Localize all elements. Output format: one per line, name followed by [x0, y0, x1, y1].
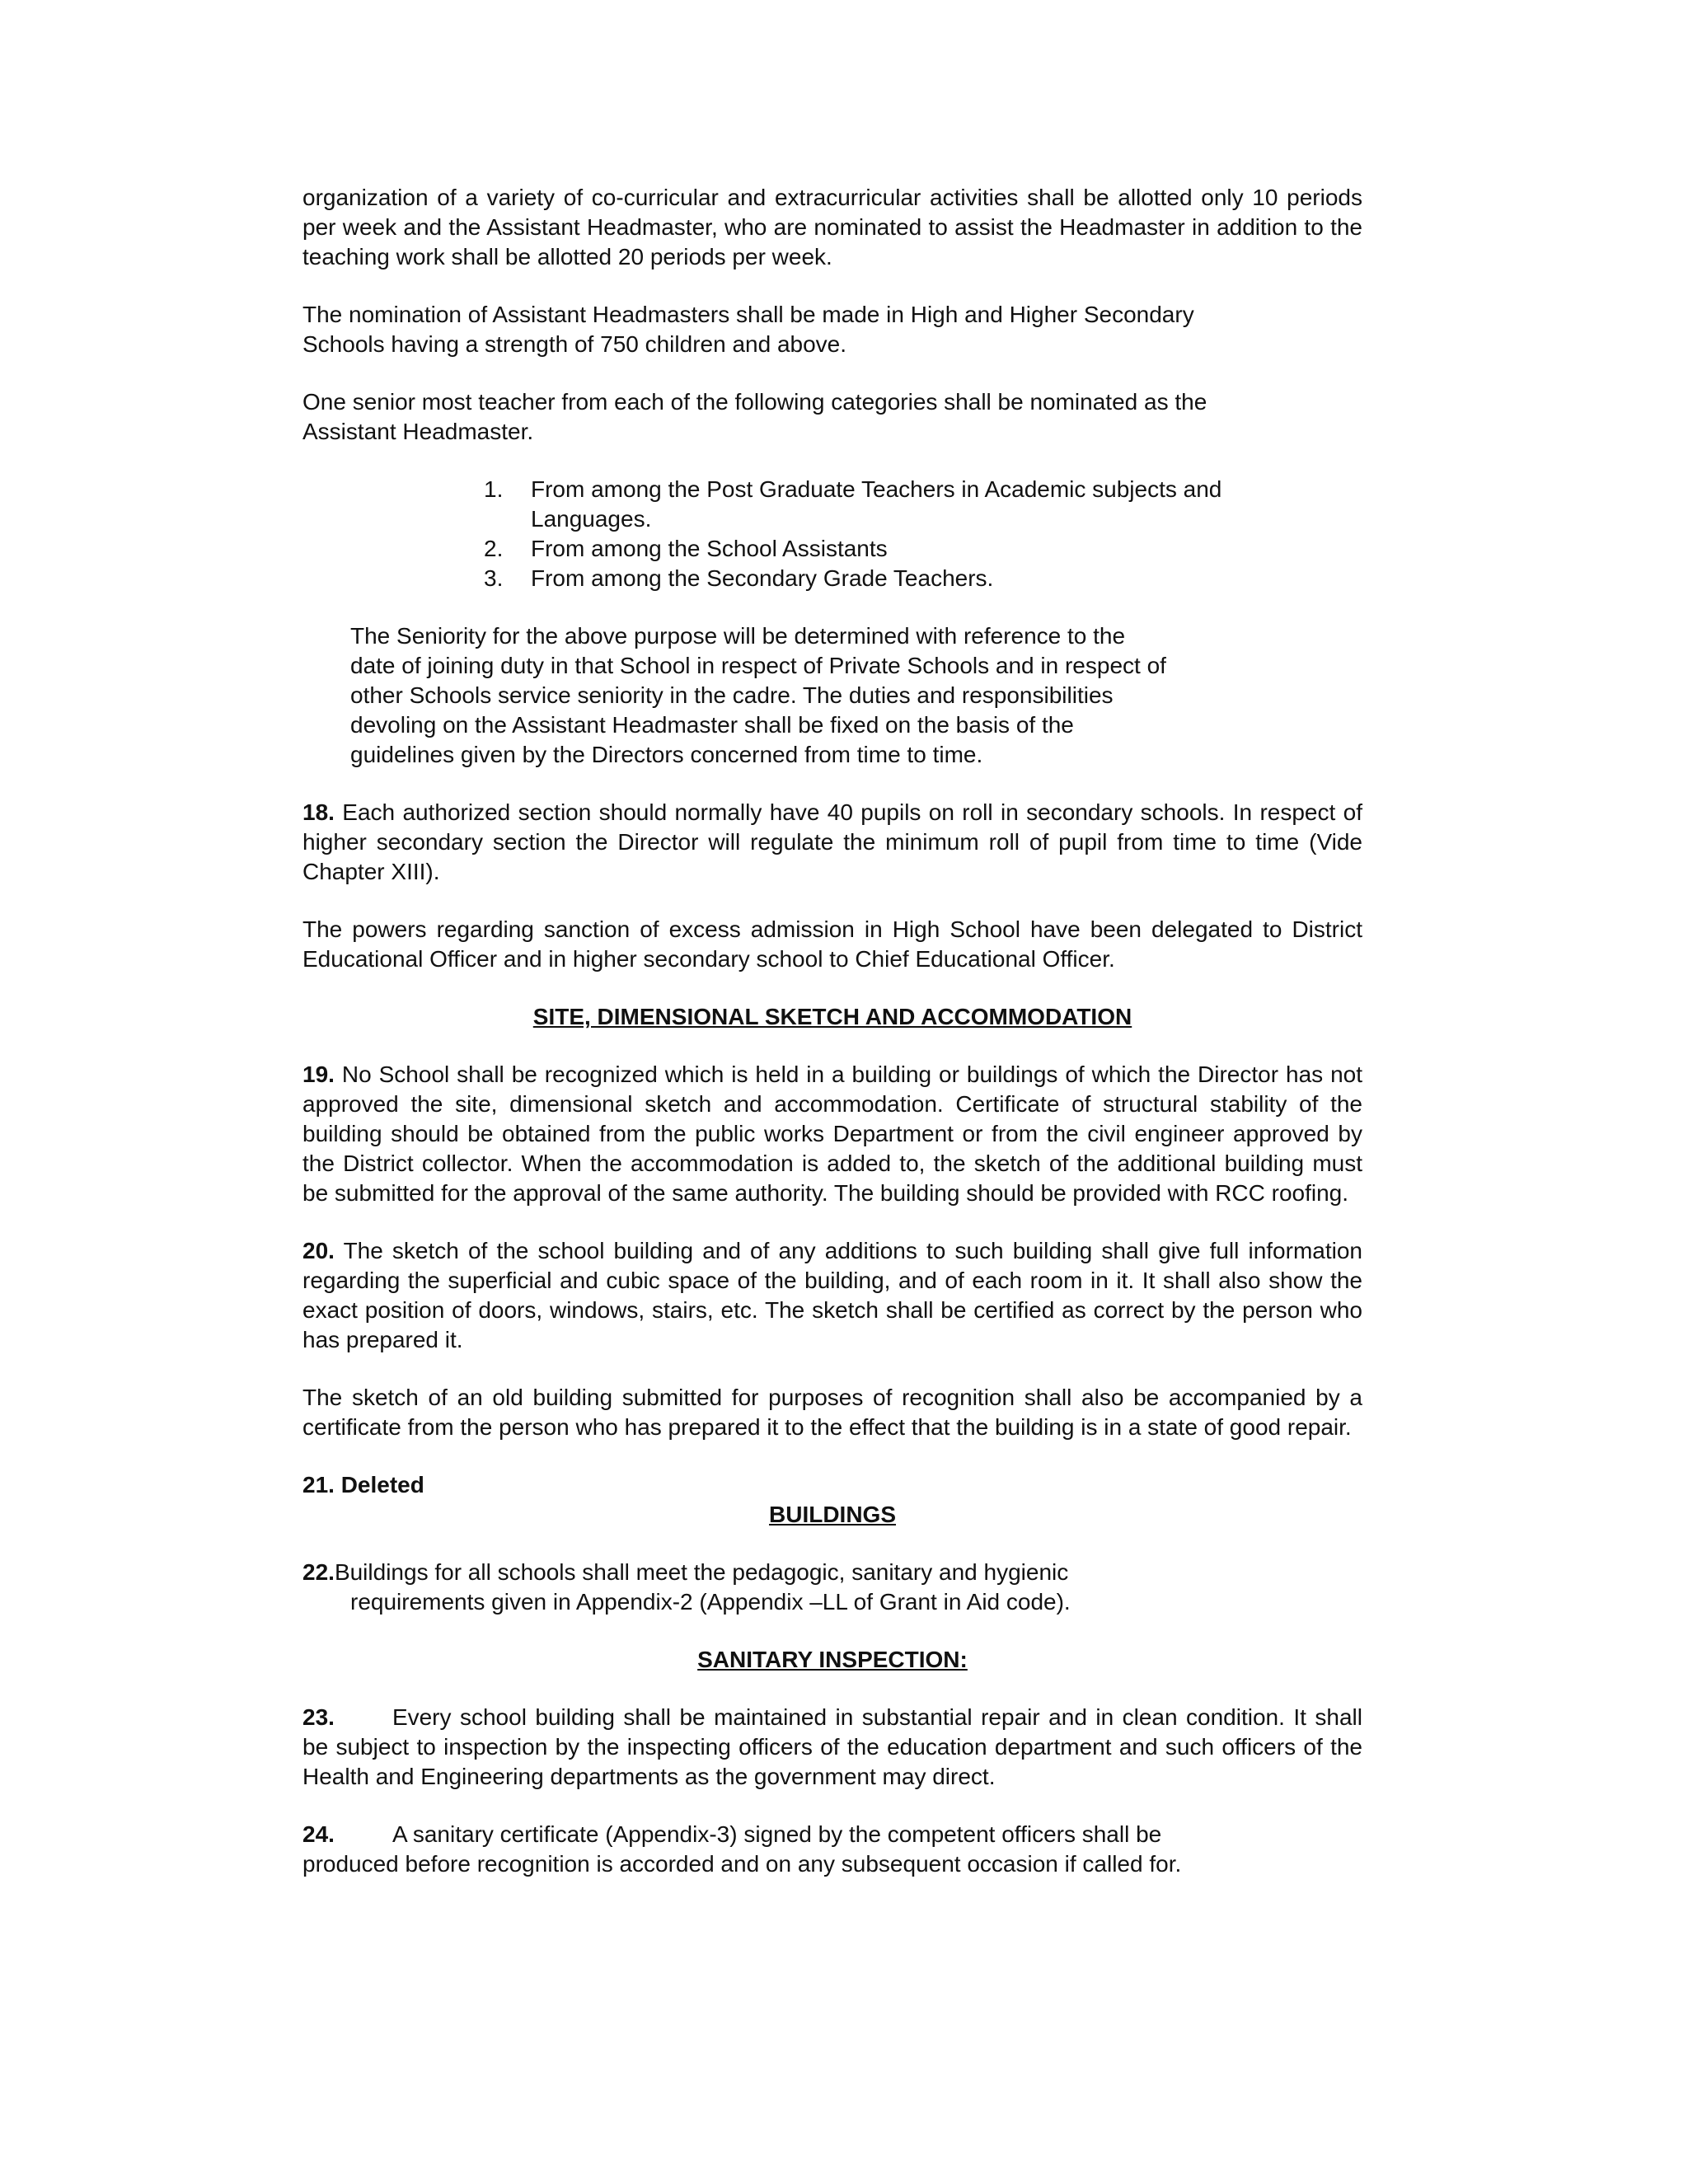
section-18: [302, 798, 1362, 887]
list-item: [484, 534, 1362, 564]
heading-site-sketch-accommodation: SITE, DIMENSIONAL SKETCH AND ACCOMMODATION: [532, 1004, 1132, 1029]
section-text: A sanitary certificate (Appendix-3) signed by the competent officers shall be produced before recognition is accorded and on any subsequent occasion if called for.: [302, 1821, 1182, 1877]
section-22: [302, 1558, 1362, 1617]
section-text: Every school building shall be maintained in substantial repair and in clean condition. It shall be subject to inspection by the inspecting officers of the education department and such officers of the Health and Engineering departments as the government may direct.: [302, 1704, 1362, 1789]
paragraph-nomination: The nomination of Assistant Headmasters shall be made in High and Higher Secondary Schools having a strength of 750 children and above.: [302, 302, 1194, 357]
section-24: [302, 1820, 1209, 1879]
section-number: 19.: [302, 1062, 335, 1087]
heading-buildings: BUILDINGS: [769, 1502, 896, 1527]
section-number: 24.: [302, 1821, 335, 1847]
section-text: Buildings for all schools shall meet the pedagogic, sanitary and hygienic: [334, 1559, 1069, 1585]
paragraph-powers: The powers regarding sanction of excess admission in High School have been delegated to District Educational Officer and in higher secondary school to Chief Educational Officer.: [302, 916, 1362, 972]
list-item-text: From among the School Assistants: [531, 536, 888, 561]
section-19: [302, 1060, 1362, 1208]
section-text: No School shall be recognized which is held in a building or buildings of which the Director has not approved the site, dimensional sketch and accommodation. Certificate of structural stability of the building should be obtained from the public works Department or from the civil engineer approved by the District collector. When the accommodation is added to, the sketch of the additional building must be submitted for the approval of the same authority. The building should be provided with RCC roofing.: [302, 1062, 1363, 1206]
list-item-number: 3.: [484, 565, 504, 591]
section-number: 22.: [302, 1559, 335, 1585]
heading-sanitary-inspection: SANITARY INSPECTION:: [697, 1647, 968, 1672]
list-item-number: 2.: [484, 536, 504, 561]
list-item-number: 1.: [484, 476, 504, 502]
section-number: 23.: [302, 1704, 335, 1730]
section-text: The sketch of the school building and of any additions to such building shall give full information regarding the superficial and cubic space of the building, and of each room in it. It shall also show the exact position of doors, windows, stairs, etc. The sketch shall be certified as correct by the person who has prepared it.: [302, 1238, 1362, 1352]
section-21-deleted: 21. Deleted: [302, 1472, 424, 1497]
section-20: [302, 1236, 1362, 1355]
list-item-text: From among the Secondary Grade Teachers.: [531, 565, 994, 591]
nomination-categories-list: [302, 475, 1362, 593]
list-item: [484, 475, 1362, 534]
section-number: 18.: [302, 799, 335, 825]
paragraph-old-building: The sketch of an old building submitted for purposes of recognition shall also be accompanied by a certificate from the person who has prepared it to the effect that the building is in a state of good repair.: [302, 1385, 1362, 1440]
paragraph-intro: organization of a variety of co-curricular and extracurricular activities shall be allotted only 10 periods per week and the Assistant Headmaster, who are nominated to assist the Headmaster in addition to the teaching work shall be allotted 20 periods per week.: [302, 185, 1362, 269]
section-23: [302, 1703, 1362, 1792]
section-number: 20.: [302, 1238, 335, 1263]
document-page: [302, 183, 1362, 1907]
paragraph-seniority: The Seniority for the above purpose will be determined with reference to the date of joining duty in that School in respect of Private Schools and in respect of other Schools service seniority in the cadre. The duties and responsibilities devoling on the Assistant Headmaster shall be fixed on the basis of the guidelines given by the Directors concerned from time to time.: [350, 623, 1166, 767]
list-item-text: From among the Post Graduate Teachers in Academic subjects and Languages.: [531, 476, 1222, 532]
section-text-continued: requirements given in Appendix-2 (Appendix –LL of Grant in Aid code).: [350, 1589, 1071, 1615]
paragraph-senior-teacher: One senior most teacher from each of the following categories shall be nominated as the Assistant Headmaster.: [302, 389, 1207, 444]
section-text: Each authorized section should normally have 40 pupils on roll in secondary schools. In respect of higher secondary section the Director will regulate the minimum roll of pupil from time to time (Vide Chapter XIII).: [302, 799, 1362, 884]
list-item: [484, 564, 1362, 593]
